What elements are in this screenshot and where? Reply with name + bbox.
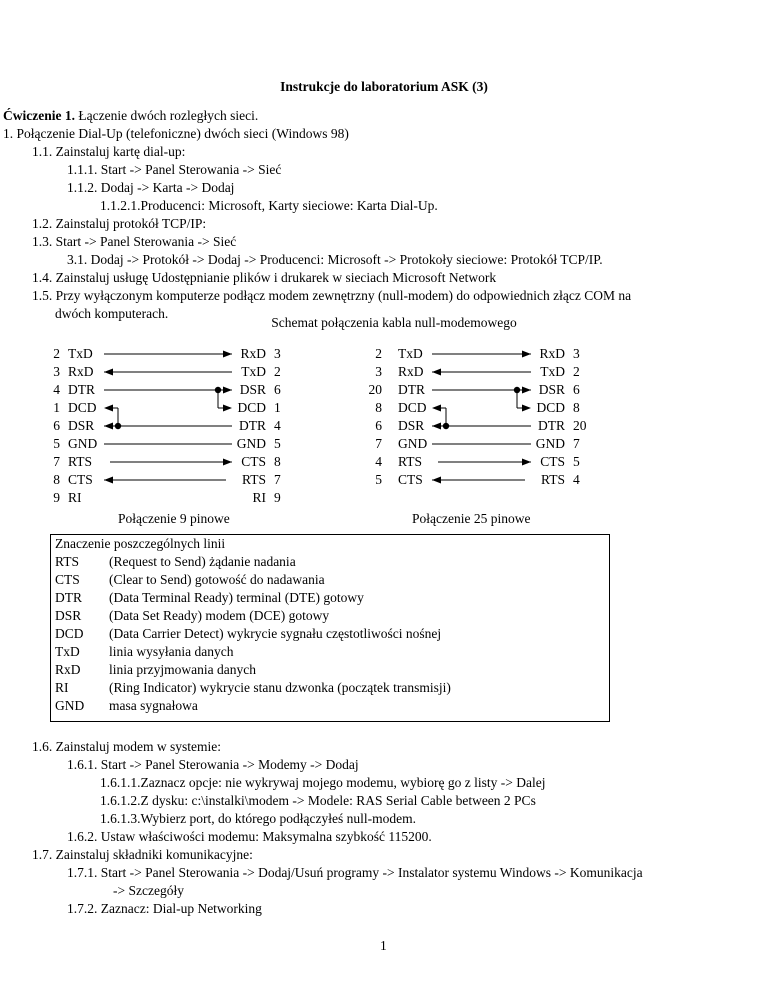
schema-title: Schemat połączenia kabla null-modemowego — [271, 315, 517, 330]
legend-title: Znaczenie poszczególnych linii — [55, 536, 226, 551]
pin-number-left: 20 — [368, 382, 382, 397]
pin-number-right: 2 — [573, 364, 580, 379]
legend-row — [55, 608, 329, 624]
step-line: 1.6. Zainstaluj modem w systemie: — [32, 739, 221, 754]
signal-label-right: RxD — [539, 346, 565, 361]
signal-label-left: GND — [68, 436, 98, 451]
step-line: 1.5. Przy wyłączonym komputerze podłącz modem zewnętrzny (null-modem) do odpowiednich złącz COM na — [32, 288, 632, 303]
pin-number-left: 2 — [53, 346, 60, 361]
arrowhead — [104, 423, 113, 430]
caption-9-pin: Połączenie 9 pinowe — [118, 511, 230, 526]
arrowhead — [104, 405, 113, 412]
pin-number-right: 5 — [573, 454, 580, 469]
exercise-text: Łączenie dwóch rozległych sieci. — [74, 108, 259, 123]
signal-label-left: RxD — [68, 364, 94, 379]
pin-number-left: 8 — [53, 472, 60, 487]
arrowhead — [432, 477, 441, 484]
signal-label-left: DCD — [68, 400, 97, 415]
pin-number-left: 4 — [53, 382, 60, 397]
legend-row — [55, 680, 451, 696]
pin-number-left: 3 — [53, 364, 60, 379]
signal-legend-box — [50, 534, 610, 722]
pin-number-left: 9 — [53, 490, 60, 505]
signal-label-right: CTS — [241, 454, 266, 469]
step-line: 1.1. Zainstaluj kartę dial-up: — [32, 144, 186, 159]
legend-desc: (Data Terminal Ready) terminal (DTE) gotowy — [109, 590, 364, 605]
pin-number-right: 9 — [274, 490, 281, 505]
pin-number-left: 5 — [53, 436, 60, 451]
legend-abbr: GND — [55, 698, 85, 713]
legend-row — [55, 698, 198, 714]
caption-25-pin: Połączenie 25 pinowe — [412, 511, 531, 526]
signal-label-right: RTS — [242, 472, 266, 487]
pin-number-right: 4 — [274, 418, 281, 433]
pin-number-right: 20 — [573, 418, 587, 433]
step-line: 3.1. Dodaj -> Protokół -> Dodaj -> Producenci: Microsoft -> Protokoły sieciowe: Protokół TCP/IP. — [67, 252, 603, 267]
signal-label-left: DTR — [68, 382, 95, 397]
signal-label-left: RxD — [398, 364, 424, 379]
legend-row — [55, 554, 296, 570]
pin-number-left: 4 — [375, 454, 382, 469]
legend-row — [55, 572, 325, 588]
exercise-label: Ćwiczenie 1. — [3, 108, 75, 123]
signal-label-right: RxD — [240, 346, 266, 361]
step-line: 1.6.1.1.Zaznacz opcje: nie wykrywaj mojego modemu, wybiorę go z listy -> Dalej — [100, 775, 546, 790]
signal-label-right: CTS — [540, 454, 565, 469]
legend-abbr: RxD — [55, 662, 81, 677]
step-line: 1. Połączenie Dial-Up (telefoniczne) dwóch sieci (Windows 98) — [3, 126, 349, 141]
arrowhead — [223, 405, 232, 412]
pin-number-left: 3 — [375, 364, 382, 379]
pin-number-right: 7 — [274, 472, 281, 487]
legend-desc: (Data Set Ready) modem (DCE) gotowy — [109, 608, 330, 623]
signal-label-right: DTR — [538, 418, 565, 433]
pin-number-right: 1 — [274, 400, 281, 415]
signal-label-left: DSR — [68, 418, 95, 433]
arrowhead — [223, 351, 232, 358]
step-line: 1.4. Zainstaluj usługę Udostępnianie plików i drukarek w sieciach Microsoft Network — [32, 270, 497, 285]
arrowhead — [104, 369, 113, 376]
pin-number-left: 7 — [53, 454, 60, 469]
signal-label-left: RTS — [68, 454, 92, 469]
signal-label-right: GND — [236, 436, 266, 451]
arrowhead — [432, 405, 441, 412]
legend-desc: (Request to Send) żądanie nadania — [109, 554, 296, 569]
step-line: 1.1.2.1.Producenci: Microsoft, Karty sieciowe: Karta Dial-Up. — [100, 198, 438, 213]
step-line: 1.6.1.3.Wybierz port, do którego podłączyłeś null-modem. — [100, 811, 416, 826]
signal-label-left: RTS — [398, 454, 422, 469]
pin-number-right: 8 — [274, 454, 281, 469]
step-line: 1.2. Zainstaluj protokół TCP/IP: — [32, 216, 207, 231]
step-line: 1.7. Zainstaluj składniki komunikacyjne: — [32, 847, 253, 862]
signal-label-left: CTS — [398, 472, 423, 487]
pin-number-right: 7 — [573, 436, 580, 451]
signal-label-left: RI — [68, 490, 82, 505]
pin-number-right: 6 — [573, 382, 580, 397]
legend-abbr: TxD — [55, 644, 80, 659]
step-line: 1.7.2. Zaznacz: Dial-up Networking — [67, 901, 262, 916]
step-line: 1.1.2. Dodaj -> Karta -> Dodaj — [67, 180, 235, 195]
step-line: 1.7.1. Start -> Panel Sterowania -> Dodaj/Usuń programy -> Instalator systemu Windows -> Komunikacja — [67, 865, 643, 880]
arrowhead — [104, 477, 113, 484]
pin-number-right: 3 — [274, 346, 281, 361]
signal-label-right: TxD — [540, 364, 565, 379]
pin-number-right: 4 — [573, 472, 580, 487]
step-line: 1.6.1.2.Z dysku: c:\instalki\modem -> Modele: RAS Serial Cable between 2 PCs — [100, 793, 536, 808]
arrowhead — [522, 387, 531, 394]
signal-label-left: TxD — [68, 346, 93, 361]
arrowhead — [522, 351, 531, 358]
arrowhead — [432, 423, 441, 430]
arrowhead — [223, 387, 232, 394]
legend-desc: (Clear to Send) gotowość do nadawania — [109, 572, 325, 587]
signal-label-right: DSR — [239, 382, 266, 397]
legend-abbr: CTS — [55, 572, 80, 587]
signal-label-left: CTS — [68, 472, 93, 487]
legend-abbr: DCD — [55, 626, 84, 641]
legend-row — [55, 590, 364, 606]
step-line: 1.3. Start -> Panel Sterowania -> Sieć — [32, 234, 237, 249]
legend-row — [55, 626, 441, 642]
legend-row — [55, 644, 233, 660]
legend-desc: linia przyjmowania danych — [109, 662, 256, 677]
legend-abbr: DSR — [55, 608, 82, 623]
pin-number-left: 6 — [53, 418, 60, 433]
step-line: dwóch komputerach. — [55, 306, 169, 321]
pin-number-right: 3 — [573, 346, 580, 361]
arrowhead — [522, 405, 531, 412]
legend-desc: (Ring Indicator) wykrycie stanu dzwonka (początek transmisji) — [109, 680, 451, 695]
pin-number-right: 8 — [573, 400, 580, 415]
legend-row — [55, 662, 256, 678]
legend-desc: (Data Carrier Detect) wykrycie sygnału częstotliwości nośnej — [109, 626, 442, 641]
pin-number-left: 6 — [375, 418, 382, 433]
signal-label-right: GND — [535, 436, 565, 451]
pin-number-right: 6 — [274, 382, 281, 397]
arrowhead — [432, 369, 441, 376]
step-line: 1.6.1. Start -> Panel Sterowania -> Modemy -> Dodaj — [67, 757, 359, 772]
signal-label-left: GND — [398, 436, 428, 451]
step-line: 1.1.1. Start -> Panel Sterowania -> Sieć — [67, 162, 282, 177]
pin-number-left: 5 — [375, 472, 382, 487]
pin-number-right: 5 — [274, 436, 281, 451]
legend-abbr: RTS — [55, 554, 79, 569]
signal-label-right: RTS — [541, 472, 565, 487]
legend-abbr: RI — [55, 680, 69, 695]
page-title: Instrukcje do laboratorium ASK (3) — [280, 79, 488, 94]
signal-label-right: DSR — [538, 382, 565, 397]
signal-label-right: TxD — [241, 364, 266, 379]
signal-label-right: DCD — [237, 400, 266, 415]
pin-number-left: 2 — [375, 346, 382, 361]
signal-label-right: DCD — [536, 400, 565, 415]
pin-number-left: 7 — [375, 436, 382, 451]
pin-number-left: 1 — [53, 400, 60, 415]
legend-abbr: DTR — [55, 590, 82, 605]
arrowhead — [522, 459, 531, 466]
signal-label-right: RI — [252, 490, 266, 505]
signal-label-left: DSR — [398, 418, 425, 433]
step-line: -> Szczegóły — [113, 883, 184, 898]
legend-desc: linia wysyłania danych — [109, 644, 234, 659]
signal-label-left: DTR — [398, 382, 425, 397]
signal-label-left: DCD — [398, 400, 427, 415]
signal-label-right: DTR — [239, 418, 266, 433]
arrowhead — [223, 459, 232, 466]
signal-label-left: TxD — [398, 346, 423, 361]
pin-number-left: 8 — [375, 400, 382, 415]
step-line: 1.6.2. Ustaw właściwości modemu: Maksymalna szybkość 115200. — [67, 829, 432, 844]
page-number: 1 — [380, 938, 387, 953]
legend-desc: masa sygnałowa — [109, 698, 198, 713]
pin-number-right: 2 — [274, 364, 281, 379]
